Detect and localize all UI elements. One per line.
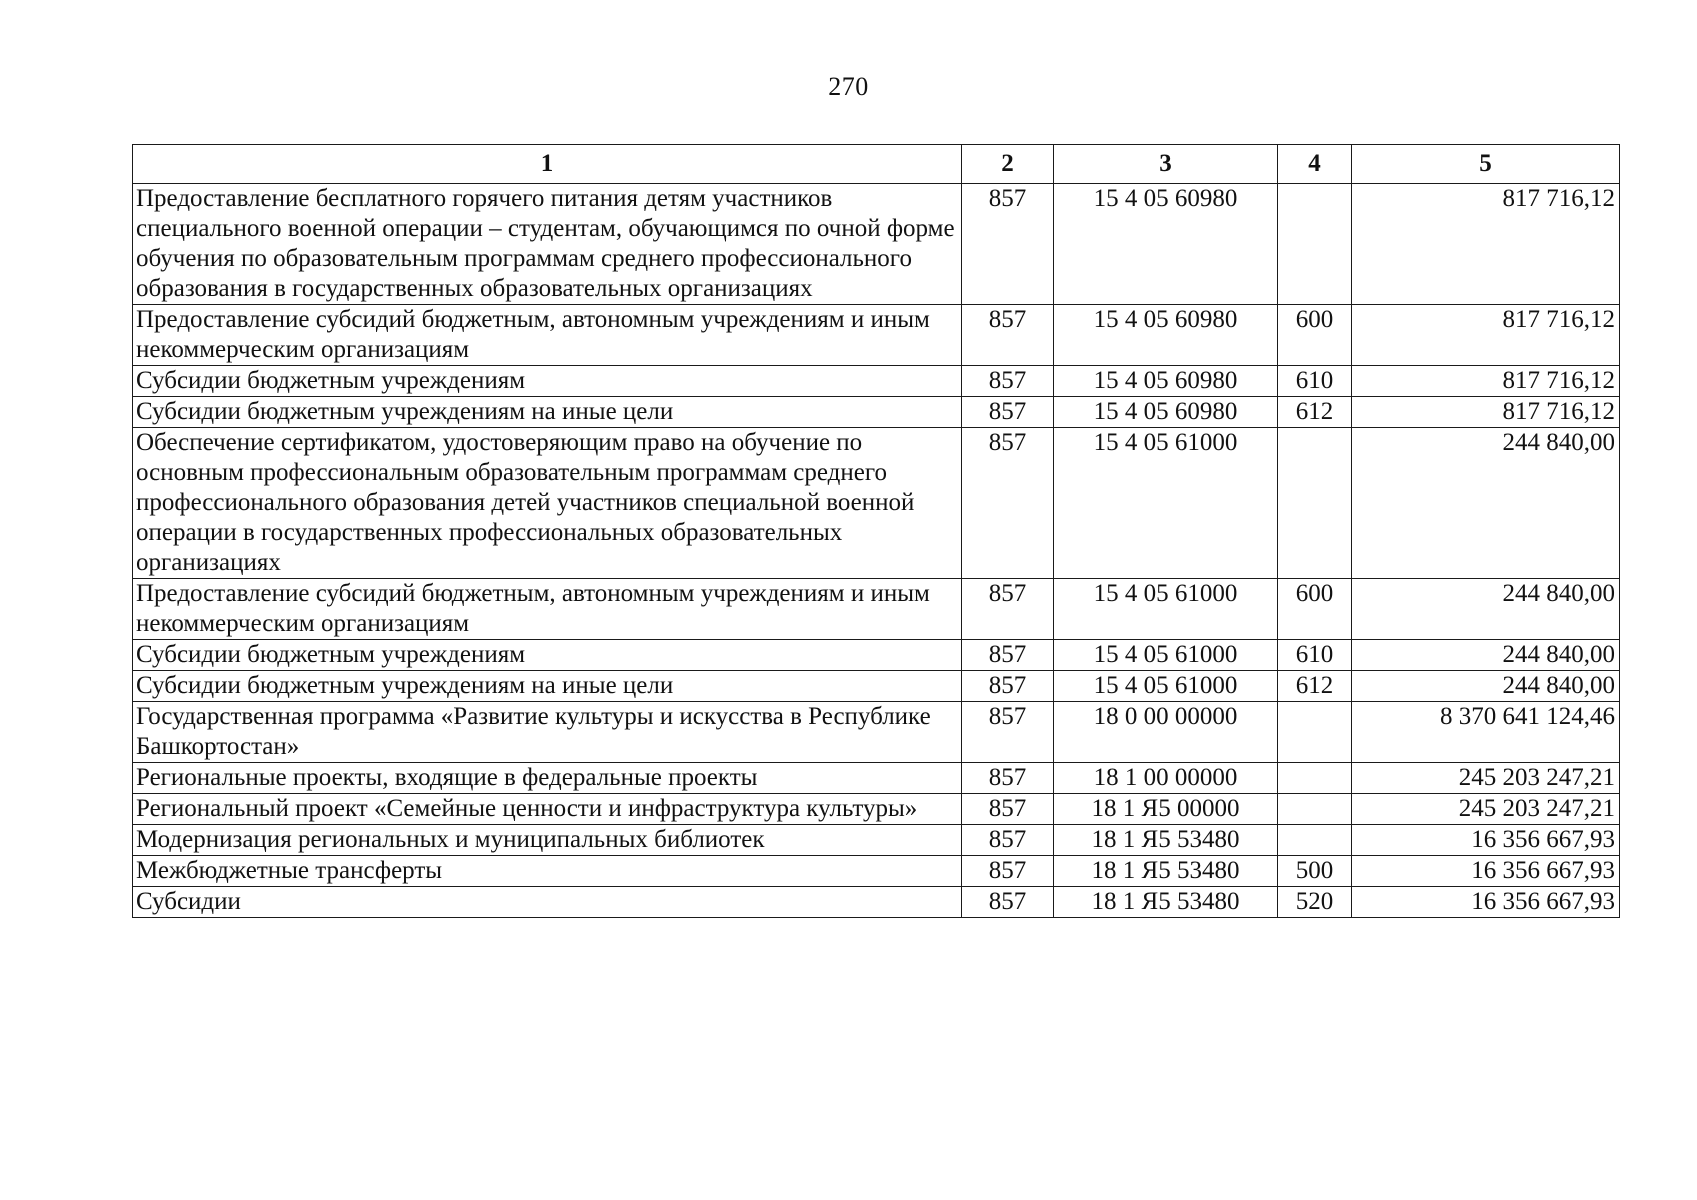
column-header-1: 1	[133, 145, 962, 184]
row-ministry-code: 857	[962, 671, 1054, 702]
row-amount: 244 840,00	[1352, 579, 1620, 640]
row-amount: 817 716,12	[1352, 397, 1620, 428]
table-row	[133, 305, 1620, 366]
row-expense-type: 500	[1278, 856, 1352, 887]
row-amount: 16 356 667,93	[1352, 825, 1620, 856]
row-target-code: 18 1 Я5 53480	[1054, 825, 1278, 856]
row-name: Обеспечение сертификатом, удостоверяющим право на обучение по основным профессиональным образовательным программам среднего профессионального образования детей участников специальной военной операции в государственных профессиональных образовательных организациях	[133, 428, 962, 579]
row-expense-type	[1278, 184, 1352, 305]
row-name: Государственная программа «Развитие культуры и искусства в Республике Башкортостан»	[133, 702, 962, 763]
table-row	[133, 579, 1620, 640]
row-target-code: 15 4 05 60980	[1054, 184, 1278, 305]
row-name: Предоставление субсидий бюджетным, автономным учреждениям и иным некоммерческим организациям	[133, 305, 962, 366]
column-header-3: 3	[1054, 145, 1278, 184]
page-number: 270	[828, 72, 869, 101]
row-name: Предоставление бесплатного горячего питания детям участников специального военной операции – студентам, обучающимся по очной форме обучения по образовательным программам среднего профессионального образования в государственных образовательных организациях	[133, 184, 962, 305]
row-target-code: 15 4 05 61000	[1054, 428, 1278, 579]
table-row	[133, 366, 1620, 397]
row-name: Субсидии бюджетным учреждениям	[133, 366, 962, 397]
column-header-2: 2	[962, 145, 1054, 184]
row-target-code: 15 4 05 61000	[1054, 579, 1278, 640]
column-header-5: 5	[1352, 145, 1620, 184]
row-expense-type: 600	[1278, 579, 1352, 640]
row-amount: 244 840,00	[1352, 640, 1620, 671]
row-target-code: 15 4 05 60980	[1054, 366, 1278, 397]
row-target-code: 15 4 05 60980	[1054, 305, 1278, 366]
row-expense-type: 520	[1278, 887, 1352, 918]
table-row	[133, 640, 1620, 671]
row-ministry-code: 857	[962, 794, 1054, 825]
row-amount: 245 203 247,21	[1352, 794, 1620, 825]
row-target-code: 15 4 05 61000	[1054, 671, 1278, 702]
row-expense-type: 600	[1278, 305, 1352, 366]
table-row	[133, 397, 1620, 428]
row-ministry-code: 857	[962, 579, 1054, 640]
table-row	[133, 428, 1620, 579]
table-row	[133, 671, 1620, 702]
row-amount: 16 356 667,93	[1352, 856, 1620, 887]
row-expense-type	[1278, 428, 1352, 579]
row-expense-type: 612	[1278, 671, 1352, 702]
row-target-code: 18 0 00 00000	[1054, 702, 1278, 763]
row-amount: 244 840,00	[1352, 428, 1620, 579]
row-name: Межбюджетные трансферты	[133, 856, 962, 887]
row-expense-type	[1278, 702, 1352, 763]
row-name: Региональный проект «Семейные ценности и инфраструктура культуры»	[133, 794, 962, 825]
row-expense-type	[1278, 825, 1352, 856]
row-amount: 8 370 641 124,46	[1352, 702, 1620, 763]
row-target-code: 15 4 05 60980	[1054, 397, 1278, 428]
row-name: Субсидии	[133, 887, 962, 918]
row-name: Региональные проекты, входящие в федеральные проекты	[133, 763, 962, 794]
row-ministry-code: 857	[962, 856, 1054, 887]
row-ministry-code: 857	[962, 305, 1054, 366]
row-expense-type: 610	[1278, 366, 1352, 397]
row-amount: 245 203 247,21	[1352, 763, 1620, 794]
table-row	[133, 763, 1620, 794]
row-amount: 244 840,00	[1352, 671, 1620, 702]
row-expense-type	[1278, 763, 1352, 794]
row-ministry-code: 857	[962, 184, 1054, 305]
row-ministry-code: 857	[962, 702, 1054, 763]
row-target-code: 18 1 Я5 00000	[1054, 794, 1278, 825]
row-expense-type: 610	[1278, 640, 1352, 671]
row-ministry-code: 857	[962, 397, 1054, 428]
budget-table	[132, 144, 1620, 918]
table-row	[133, 794, 1620, 825]
row-name: Модернизация региональных и муниципальных библиотек	[133, 825, 962, 856]
row-name: Предоставление субсидий бюджетным, автономным учреждениям и иным некоммерческим организациям	[133, 579, 962, 640]
row-target-code: 15 4 05 61000	[1054, 640, 1278, 671]
row-amount: 817 716,12	[1352, 305, 1620, 366]
row-target-code: 18 1 Я5 53480	[1054, 887, 1278, 918]
row-expense-type: 612	[1278, 397, 1352, 428]
row-name: Субсидии бюджетным учреждениям на иные цели	[133, 671, 962, 702]
table-row	[133, 856, 1620, 887]
row-amount: 817 716,12	[1352, 366, 1620, 397]
table-header-row	[133, 145, 1620, 184]
table-row	[133, 887, 1620, 918]
row-ministry-code: 857	[962, 825, 1054, 856]
table-body	[133, 184, 1620, 918]
table-row	[133, 702, 1620, 763]
row-target-code: 18 1 Я5 53480	[1054, 856, 1278, 887]
row-ministry-code: 857	[962, 640, 1054, 671]
column-header-4: 4	[1278, 145, 1352, 184]
row-ministry-code: 857	[962, 428, 1054, 579]
row-amount: 817 716,12	[1352, 184, 1620, 305]
row-target-code: 18 1 00 00000	[1054, 763, 1278, 794]
row-expense-type	[1278, 794, 1352, 825]
table-row	[133, 825, 1620, 856]
row-ministry-code: 857	[962, 366, 1054, 397]
table-row	[133, 184, 1620, 305]
row-name: Субсидии бюджетным учреждениям на иные цели	[133, 397, 962, 428]
row-name: Субсидии бюджетным учреждениям	[133, 640, 962, 671]
row-ministry-code: 857	[962, 763, 1054, 794]
row-amount: 16 356 667,93	[1352, 887, 1620, 918]
row-ministry-code: 857	[962, 887, 1054, 918]
